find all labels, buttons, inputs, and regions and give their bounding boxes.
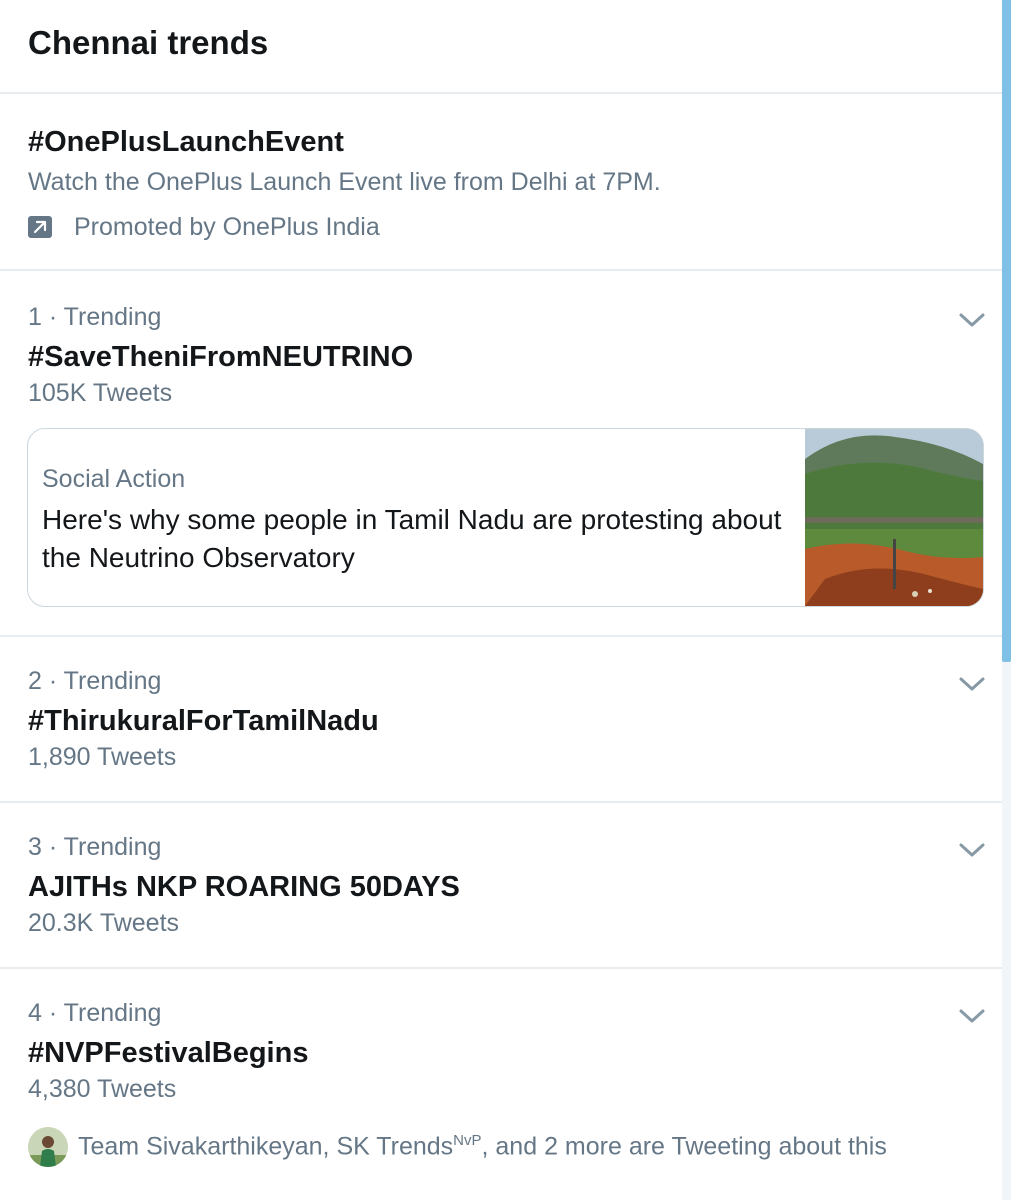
chevron-down-icon[interactable] xyxy=(958,1006,986,1026)
tweet-count: 4,380 Tweets xyxy=(28,1075,177,1103)
trend-meta: 3 · Trending xyxy=(28,833,162,861)
avatar[interactable] xyxy=(28,1127,68,1167)
chevron-down-icon[interactable] xyxy=(958,840,986,860)
trends-header xyxy=(0,0,1002,94)
promoted-trend[interactable] xyxy=(0,96,1002,271)
chevron-down-icon[interactable] xyxy=(958,310,986,330)
promoted-trend-description: Watch the OnePlus Launch Event live from Delhi at 7PM. xyxy=(28,168,661,196)
chevron-down-icon[interactable] xyxy=(958,674,986,694)
trend-name[interactable]: #SaveTheniFromNEUTRINO xyxy=(28,341,414,373)
promoted-arrow-icon xyxy=(28,216,52,238)
trend-meta: 4 · Trending xyxy=(28,999,162,1027)
social-context-text: Team Sivakarthikeyan, SK Trends$^{NvP}$, and 2 more are Tweeting about this xyxy=(78,1132,887,1161)
social-context[interactable] xyxy=(28,1127,887,1167)
scrollbar-thumb[interactable] xyxy=(1002,0,1011,662)
card-category: Social Action xyxy=(42,465,186,493)
trend-meta: 2 · Trending xyxy=(28,667,162,695)
card-thumbnail-image[interactable] xyxy=(805,429,983,606)
card-title[interactable]: Here's why some people in Tamil Nadu are protesting about the Neutrino Observatory xyxy=(42,504,782,573)
promoted-by-label: Promoted by OnePlus India xyxy=(74,212,380,241)
promoted-trend-title[interactable]: #OnePlusLaunchEvent xyxy=(28,126,344,158)
tweet-count: 20.3K Tweets xyxy=(28,909,180,937)
trend-name[interactable]: #NVPFestivalBegins xyxy=(28,1037,309,1069)
tweet-count: 105K Tweets xyxy=(28,379,173,407)
trend-item-4[interactable] xyxy=(0,969,1002,1200)
trend-name[interactable]: AJITHs NKP ROARING 50DAYS xyxy=(28,871,460,903)
trend-item-1[interactable] xyxy=(0,273,1002,637)
promoted-by-row xyxy=(28,212,380,242)
tweet-count: 1,890 Tweets xyxy=(28,743,177,771)
trend-name[interactable]: #ThirukuralForTamilNadu xyxy=(28,705,379,737)
trend-item-2[interactable] xyxy=(0,637,1002,803)
moment-card[interactable] xyxy=(27,428,984,607)
trend-item-3[interactable] xyxy=(0,803,1002,969)
page-title: Chennai trends xyxy=(28,24,269,61)
trend-meta: 1 · Trending xyxy=(28,303,162,331)
superscript-label: NvP xyxy=(453,1132,482,1150)
